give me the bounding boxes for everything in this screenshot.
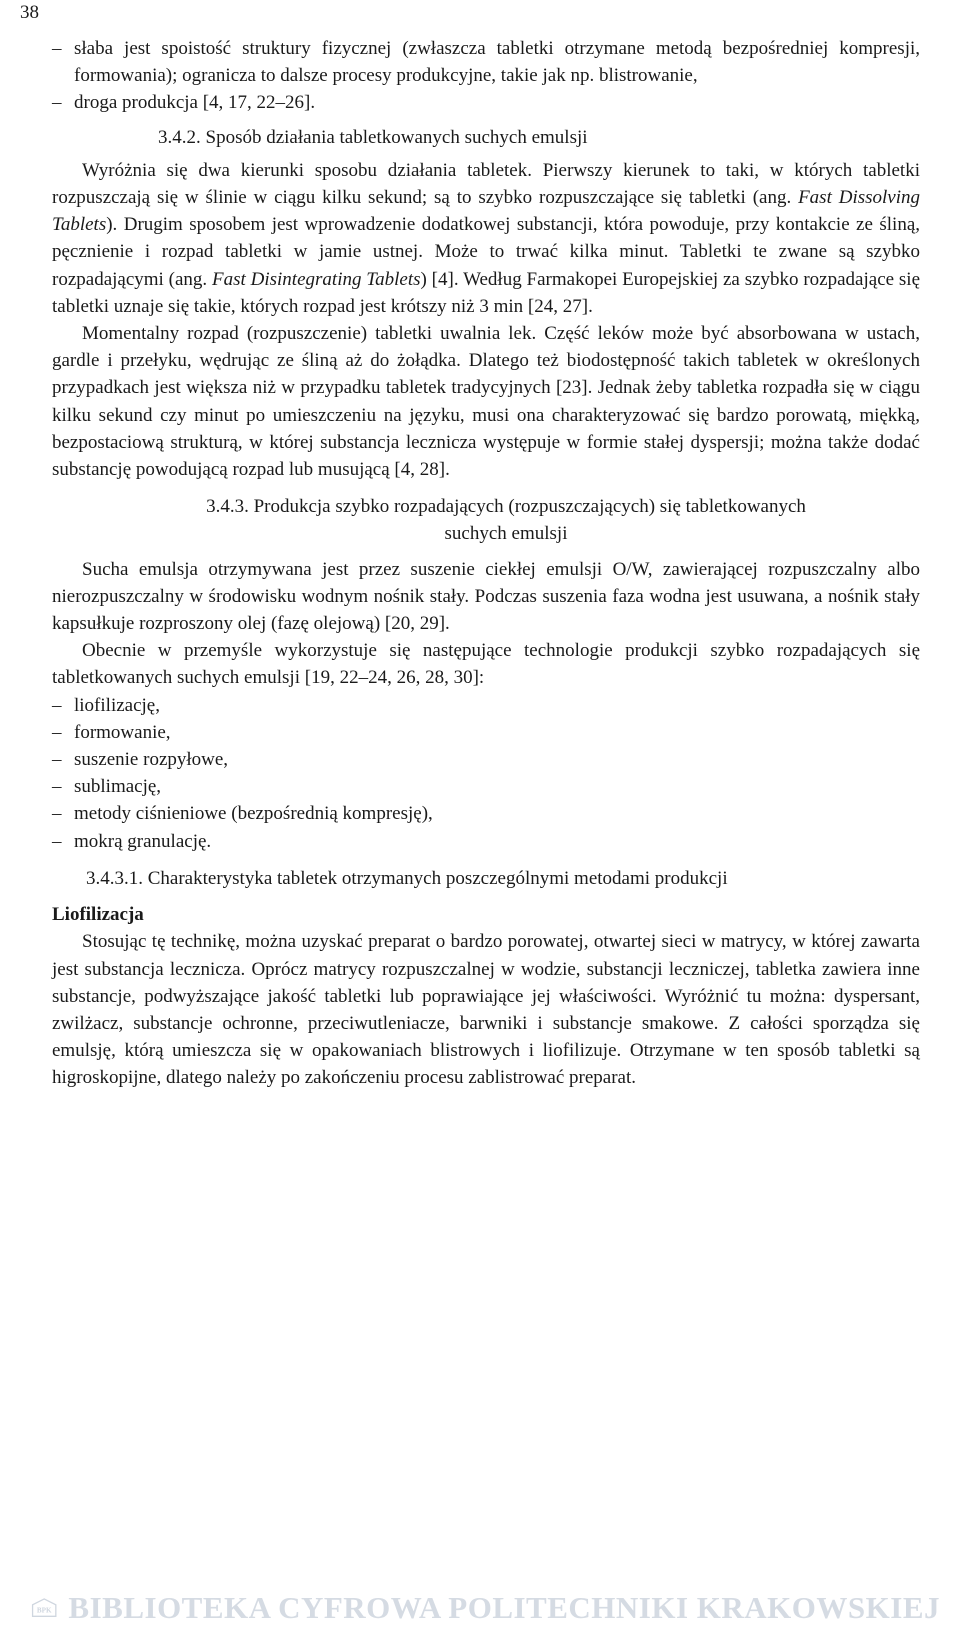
- heading-line: 3.4.3. Produkcja szybko rozpadających (rozpuszczających) się tabletkowanych: [206, 496, 806, 518]
- library-watermark-footer: [30, 1588, 940, 1628]
- watermark-text: BIBLIOTEKA CYFROWA POLITECHNIKI KRAKOWSKIEJ: [68, 1590, 940, 1625]
- paragraph-text: ). Drugim sposobem jest wprowadzenie dodatkowej substancji, która powoduje, przy kontakcie ze śliną, pęcznienie i rozpad tabletki w jamie ustnej. Może to trwać kilka minut. Tabletki te zwane są szybko rozpadającymi (ang.: [52, 214, 920, 290]
- dash-mark: –: [52, 694, 62, 716]
- page-content: [52, 35, 920, 1092]
- dash-mark: –: [52, 830, 62, 852]
- list-item-text: mokrą granulację.: [74, 830, 212, 852]
- list-item: [52, 800, 920, 827]
- paragraph-text: ) [4]. Według Farmakopei Europejskiej za szybko rozpadające się tabletki uznaje się takie, których rozpad jest krótszy niż 3 min [24, 27].: [52, 268, 920, 317]
- italic-term: Fast Dissolving Tablets: [52, 187, 920, 236]
- dash-mark: –: [52, 749, 62, 771]
- dash-mark: –: [52, 776, 62, 798]
- list-item: [52, 773, 920, 800]
- list-item-text: suszenie rozpyłowe,: [74, 749, 229, 771]
- list-item-text: sublimację,: [74, 776, 162, 798]
- paragraph-dry-emulsion: Sucha emulsja otrzymywana jest przez suszenie ciekłej emulsji O/W, zawierającej rozpuszczalny albo nierozpuszczalny w środowisku wodnym nośnik stały. Podczas suszenia faza wodna jest usuwana, a nośnik stały kapsułkuje rozproszony olej (fazę olejową) [20, 29].: [52, 558, 920, 635]
- section-heading-3-4-2: 3.4.2. Sposób działania tabletkowanych suchych emulsji: [158, 126, 588, 148]
- technology-list: [52, 692, 920, 855]
- paragraph-instant-disintegration: Momentalny rozpad (rozpuszczenie) tabletki uwalnia lek. Część leków może być absorbowana w ustach, gardle i przełyku, wędrując ze śliną aż do żołądka. Dlatego też biodostępność takich tabletek w określonych przypadkach jest większa niż w przypadku tabletek tradycyjnych [23]. Jednak żeby tabletka rozpadła się w ciągu kilku sekund czy minut po umieszczeniu na języku, musi ona charakteryzować się bardzo porowatą, miękką, bezpostaciową strukturą, w której substancja lecznicza występuje w formie stałej dyspersji; można także dodać substancję powodującą rozpad lub musującą [4, 28].: [52, 323, 920, 481]
- paragraph-technologies-intro: Obecnie w przemyśle wykorzystuje się następujące technologie produkcji szybko rozpadających się tabletkowanych suchych emulsji [19, 22–24, 26, 28, 30]:: [52, 640, 920, 689]
- subsection-title-liofilizacja: Liofilizacja: [52, 904, 144, 926]
- list-item-text: formowanie,: [74, 721, 171, 743]
- list-item-text: metody ciśnieniowe (bezpośrednią kompresję),: [74, 803, 433, 825]
- list-item: [52, 746, 920, 773]
- list-item: [52, 89, 920, 116]
- list-item: [52, 828, 920, 855]
- list-item-text: droga produkcja [4, 17, 22–26].: [74, 92, 316, 114]
- dash-mark: –: [52, 38, 62, 59]
- dash-mark: –: [52, 721, 62, 743]
- paragraph-lyophilization: Stosując tę technikę, można uzyskać preparat o bardzo porowatej, otwartej sieci w matrycy, w której zawarta jest substancja lecznicza. Oprócz matrycy rozpuszczalnej w wodzie, substancji leczniczej, tabletka zawiera inne substancje, podwyższające jakość tabletki lub poprawiające jej właściwości. Wyróżnić tu można: dyspersant, zwilżacz, substancje ochronne, przeciwutleniacze, barwniki i substancje smakowe. Z całości sporządza się emulsję, którą umieszcza się w opakowaniach blistrowych i liofilizuje. Otrzymane w ten sposób tabletki są higroskopijne, dlatego należy po zakończeniu procesu zablistrować preparat.: [52, 931, 920, 1089]
- section-heading-3-4-3: [52, 493, 920, 547]
- library-logo-icon: [30, 1591, 58, 1625]
- list-item-text: liofilizację,: [74, 694, 160, 716]
- paragraph-action-directions: [52, 157, 920, 320]
- list-item: [52, 719, 920, 746]
- dash-mark: –: [52, 803, 62, 825]
- section-heading-3-4-3-1: 3.4.3.1. Charakterystyka tabletek otrzymanych poszczególnymi metodami produkcji: [86, 867, 728, 889]
- list-item-text: słaba jest spoistość struktury fizycznej (zwłaszcza tabletki otrzymane metodą bezpośredniej kompresji, formowania); ogranicza to dalsze procesy produkcyjne, takie jak np. blistrowanie,: [74, 38, 920, 87]
- italic-term: Fast Disintegrating Tablets: [212, 268, 421, 290]
- logo-text: BPK: [36, 1606, 52, 1615]
- list-item: [52, 692, 920, 719]
- list-item: [52, 35, 920, 89]
- dash-mark: –: [52, 92, 62, 114]
- paragraph-text: Wyróżnia się dwa kierunki sposobu działania tabletek. Pierwszy kierunek to taki, w których tabletki rozpuszczają się w ślinie w ciągu kilku sekund; są to szybko rozpuszczające się tabletki (ang.: [52, 159, 920, 209]
- page-number: 38: [20, 2, 39, 23]
- heading-line: suchych emulsji: [444, 523, 568, 545]
